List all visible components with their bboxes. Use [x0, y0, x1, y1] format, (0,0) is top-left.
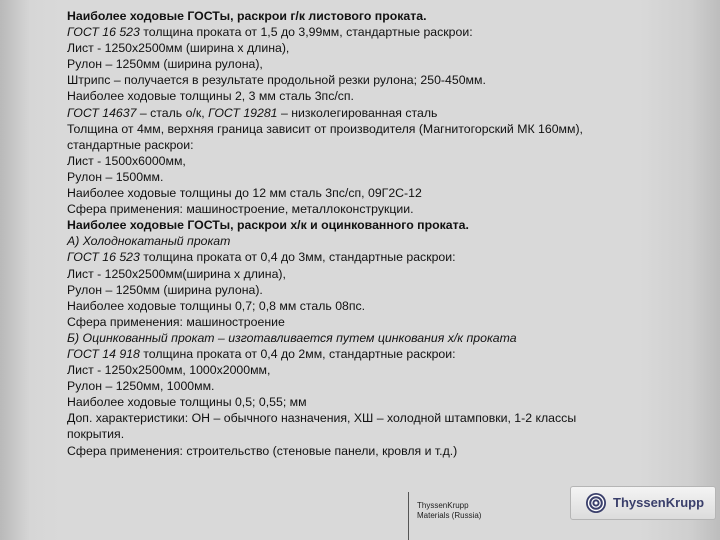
text-line: Рулон – 1500мм. [67, 169, 164, 184]
text-line: Наиболее ходовые толщины 0,7; 0,8 мм сталь 08пс. [67, 298, 366, 313]
text-line: Лист - 1250х2500мм, 1000х2000мм, [67, 363, 271, 378]
footer-company-line1: ThyssenKrupp [417, 501, 469, 510]
text-segment: – сталь о/к, [136, 105, 209, 120]
thyssenkrupp-emblem-icon [585, 492, 607, 514]
footer-company-text [408, 492, 481, 540]
text-line [67, 105, 697, 121]
text-line: Лист - 1250х2500мм (ширина х длина), [67, 41, 290, 56]
text-line: Наиболее ходовые ГОСТы, раскрои г/к листового проката. [67, 9, 427, 23]
text-line: Рулон – 1250мм (ширина рулона). [67, 282, 263, 297]
text-segment: ГОСТ 16 523 [67, 250, 140, 265]
thyssenkrupp-logo [570, 486, 716, 520]
slide-text-body [67, 8, 697, 459]
text-line: Штрипс – получается в результате продольной резки рулона; 250-450мм. [67, 73, 486, 88]
text-line: Толщина от 4мм, верхняя граница зависит от производителя (Магнитогорский МК 160мм), [67, 121, 583, 136]
text-line: покрытия. [67, 427, 125, 442]
text-segment: ГОСТ 19281 [208, 105, 278, 120]
text-segment: ГОСТ 14 918 [67, 346, 140, 361]
text-line: Сфера применения: машиностроение [67, 314, 285, 329]
text-line: Наиболее ходовые толщины до 12 мм сталь 3пс/сп, 09Г2С-12 [67, 186, 422, 201]
text-line: стандартные раскрои: [67, 137, 194, 152]
text-line: Лист - 1250х2500мм(ширина х длина), [67, 266, 286, 281]
text-segment: – низколегированная сталь [277, 105, 438, 120]
text-line [67, 249, 697, 265]
text-segment: ГОСТ 14637 [67, 105, 137, 120]
text-line: А) Холоднокатаный прокат [67, 234, 231, 249]
text-segment: ГОСТ 16 523 [67, 25, 140, 40]
text-segment: толщина проката от 0,4 до 2мм, стандартные раскрои: [139, 346, 456, 361]
text-segment: толщина проката от 0,4 до 3мм, стандартные раскрои: [139, 250, 456, 265]
text-line: Сфера применения: строительство (стеновые панели, кровля и т.д.) [67, 443, 458, 458]
text-line: Рулон – 1250мм, 1000мм. [67, 379, 215, 394]
text-line: Наиболее ходовые толщины 2, 3 мм сталь 3пс/сп. [67, 89, 354, 104]
text-line: Б) Оцинкованный прокат – изготавливается путем цинкования х/к проката [67, 330, 517, 345]
footer-company-line2: Materials (Russia) [417, 511, 482, 520]
text-line: Рулон – 1250мм (ширина рулона), [67, 57, 263, 72]
text-line: Сфера применения: машиностроение, металлоконструкции. [67, 202, 414, 217]
logo-wordmark: ThyssenKrupp [613, 495, 705, 510]
text-line [67, 24, 697, 40]
text-line: Лист - 1500х6000мм, [67, 153, 186, 168]
text-line: Доп. характеристики: ОН – обычного назначения, ХШ – холодной штамповки, 1-2 классы [67, 411, 577, 426]
text-line [67, 346, 697, 362]
text-line: Наиболее ходовые ГОСТы, раскрои х/к и оцинкованного проката. [67, 218, 469, 233]
text-line: Наиболее ходовые толщины 0,5; 0,55; мм [67, 395, 307, 410]
text-segment: толщина проката от 1,5 до 3,99мм, стандартные раскрои: [139, 25, 473, 40]
